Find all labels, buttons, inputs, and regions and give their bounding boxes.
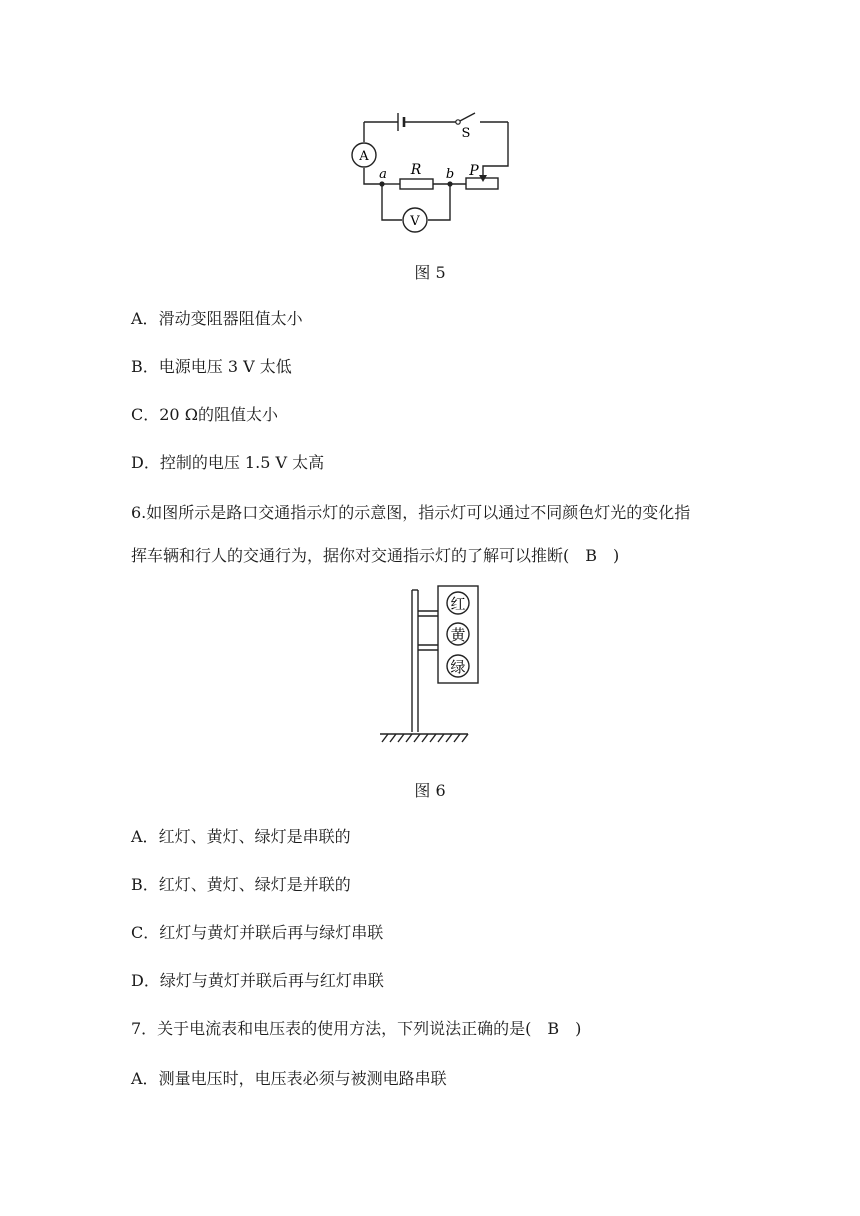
ammeter-label: A (359, 149, 369, 164)
q7-stem: 7．关于电流表和电压表的使用方法，下列说法正确的是( B ) (131, 1019, 582, 1038)
yellow-light-label: 黄 (450, 626, 466, 644)
option-text: 控制的电压 1.5 V 太高 (159, 453, 325, 472)
resistor-label: R (410, 162, 422, 178)
option-key: C． (131, 405, 160, 424)
option-key: A． (131, 827, 159, 846)
option-key: A． (131, 1069, 159, 1088)
red-light-label: 红 (450, 595, 466, 613)
q6-option-d (131, 970, 384, 992)
q6-stem-line2: 挥车辆和行人的交通行为，据你对交通指示灯的了解可以推断( B ) (131, 546, 620, 565)
option-key: B． (131, 357, 159, 376)
green-light-label: 绿 (450, 658, 466, 676)
option-text: 电源电压 3 V 太低 (158, 357, 292, 376)
option-text: 红灯与黄灯并联后再与绿灯串联 (159, 923, 384, 942)
q6-stem-line1: 6.如图所示是路口交通指示灯的示意图，指示灯可以通过不同颜色灯光的变化指 (131, 503, 691, 522)
option-key: B． (131, 875, 159, 894)
slider-label: P (469, 163, 479, 179)
voltmeter-label: V (410, 214, 420, 229)
q6-option-b (131, 874, 351, 896)
figure5-caption: 图 5 (414, 263, 446, 282)
q6-option-c (131, 922, 383, 944)
option-text: 红灯、黄灯、绿灯是串联的 (158, 827, 351, 846)
option-text: 红灯、黄灯、绿灯是并联的 (158, 875, 351, 894)
figure6-caption: 图 6 (414, 781, 446, 800)
option-text: 滑动变阻器阻值太小 (158, 309, 303, 328)
q7-option-a (131, 1068, 447, 1090)
option-text: 绿灯与黄灯并联后再与红灯串联 (159, 971, 384, 990)
option-text: 测量电压时，电压表必须与被测电路串联 (158, 1069, 447, 1088)
option-key: D． (131, 453, 160, 472)
node-b-label: b (445, 167, 455, 182)
node-a-label: a (379, 167, 387, 182)
option-key: A． (131, 309, 159, 328)
switch-label: S (461, 126, 471, 141)
option-key: C． (131, 923, 160, 942)
option-key: D． (131, 971, 160, 990)
option-text: 20 Ω的阻值太小 (159, 405, 278, 424)
q6-option-a (131, 826, 351, 848)
